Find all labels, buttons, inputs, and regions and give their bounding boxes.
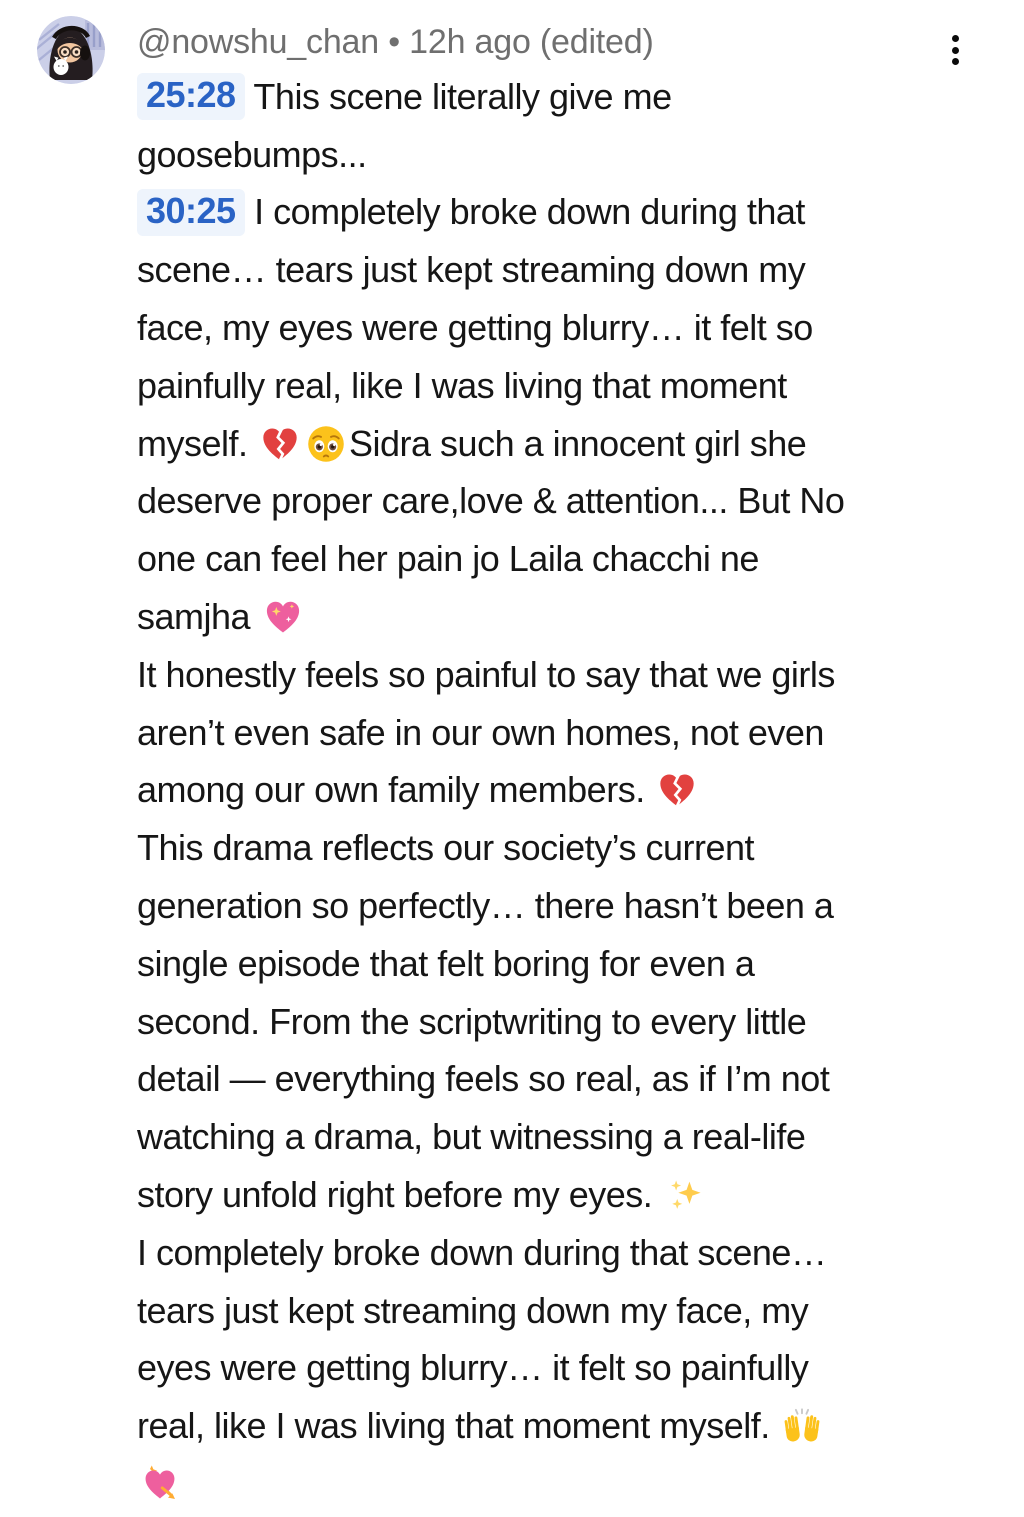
comment-line bbox=[137, 588, 1024, 646]
comment-line bbox=[137, 184, 1024, 242]
comment-text: myself. bbox=[137, 422, 258, 464]
comment-text: painfully real, like I was living that moment bbox=[137, 364, 787, 406]
comment-text: Sidra such a innocent girl she bbox=[349, 422, 807, 464]
comment-line bbox=[137, 646, 1024, 704]
sparkling-heart-emoji bbox=[263, 597, 303, 637]
comment-text: one can feel her pain jo Laila chacchi ne bbox=[137, 538, 759, 580]
comment-line bbox=[137, 1282, 1024, 1340]
comment-text: This scene literally give me bbox=[244, 75, 672, 117]
comment-line bbox=[137, 1340, 1024, 1398]
comment-line bbox=[137, 704, 1024, 762]
comment-line bbox=[137, 1051, 1024, 1109]
comment-text: aren’t even safe in our own homes, not even bbox=[137, 711, 824, 753]
comment-line bbox=[137, 877, 1024, 935]
comment-author[interactable]: @nowshu_chan bbox=[137, 23, 379, 61]
comment-text: deserve proper care,love & attention... But No bbox=[137, 480, 845, 522]
pleading-face-emoji bbox=[306, 424, 346, 464]
comment-text: I completely broke down during that scene… bbox=[137, 1231, 827, 1273]
comment-timestamp: 12h ago (edited) bbox=[409, 23, 654, 61]
comment-line bbox=[137, 1108, 1024, 1166]
comment-text: detail — everything feels so real, as if I’m not bbox=[137, 1058, 830, 1100]
raising-hands-emoji bbox=[782, 1406, 822, 1446]
comment-line bbox=[137, 357, 1024, 415]
avatar-illustration bbox=[37, 16, 105, 84]
comment-line bbox=[137, 68, 1024, 126]
timestamp-link[interactable]: 30:25 bbox=[137, 189, 245, 236]
broken-heart-emoji bbox=[657, 770, 697, 810]
comment-text: This drama reflects our society’s current bbox=[137, 827, 755, 869]
comment-line bbox=[137, 415, 1024, 473]
kebab-menu-icon[interactable] bbox=[948, 31, 963, 69]
comment-text: samjha bbox=[137, 596, 260, 638]
kebab-dot bbox=[952, 47, 959, 54]
comment-text: watching a drama, but witnessing a real-life bbox=[137, 1116, 806, 1158]
comment-text: I completely broke down during that bbox=[244, 191, 805, 233]
comment-line bbox=[137, 1455, 1024, 1513]
timestamp-link[interactable]: 25:28 bbox=[137, 73, 245, 120]
comment-content bbox=[137, 0, 1024, 1513]
meta-separator: • bbox=[378, 23, 410, 61]
kebab-dot bbox=[952, 35, 959, 42]
comment-text: among our own family members. bbox=[137, 769, 655, 811]
comment-text: tears just kept streaming down my face, my bbox=[137, 1289, 809, 1331]
sparkles-emoji bbox=[665, 1175, 705, 1215]
comment-line bbox=[137, 473, 1024, 531]
comment-line bbox=[137, 935, 1024, 993]
comment-line bbox=[137, 126, 1024, 184]
comment-text: single episode that felt boring for even a bbox=[137, 942, 755, 984]
comment-line bbox=[137, 993, 1024, 1051]
heart-with-arrow-emoji bbox=[140, 1464, 180, 1504]
comment-text: story unfold right before my eyes. bbox=[137, 1174, 662, 1216]
user-avatar[interactable] bbox=[37, 16, 105, 84]
comment-header bbox=[137, 20, 1024, 64]
comment-text: eyes were getting blurry… it felt so painfully bbox=[137, 1347, 809, 1389]
comment-line bbox=[137, 1397, 1024, 1455]
comment-text: second. From the scriptwriting to every little bbox=[137, 1000, 807, 1042]
comment-text: goosebumps... bbox=[137, 133, 367, 175]
comment-line bbox=[137, 1166, 1024, 1224]
comment-line bbox=[137, 299, 1024, 357]
comment-text: scene… tears just kept streaming down my bbox=[137, 249, 806, 291]
comment-line bbox=[137, 819, 1024, 877]
comment-body bbox=[137, 68, 1024, 1513]
comment-text: face, my eyes were getting blurry… it felt so bbox=[137, 307, 813, 349]
kebab-dot bbox=[952, 58, 959, 65]
comment-line bbox=[137, 1224, 1024, 1282]
comment-line bbox=[137, 241, 1024, 299]
comment-text: real, like I was living that moment myself. bbox=[137, 1405, 780, 1447]
comment-text: generation so perfectly… there hasn’t been a bbox=[137, 885, 834, 927]
comment-line bbox=[137, 762, 1024, 820]
comment-text: It honestly feels so painful to say that we girls bbox=[137, 653, 835, 695]
broken-heart-emoji bbox=[260, 424, 300, 464]
comment-line bbox=[137, 530, 1024, 588]
